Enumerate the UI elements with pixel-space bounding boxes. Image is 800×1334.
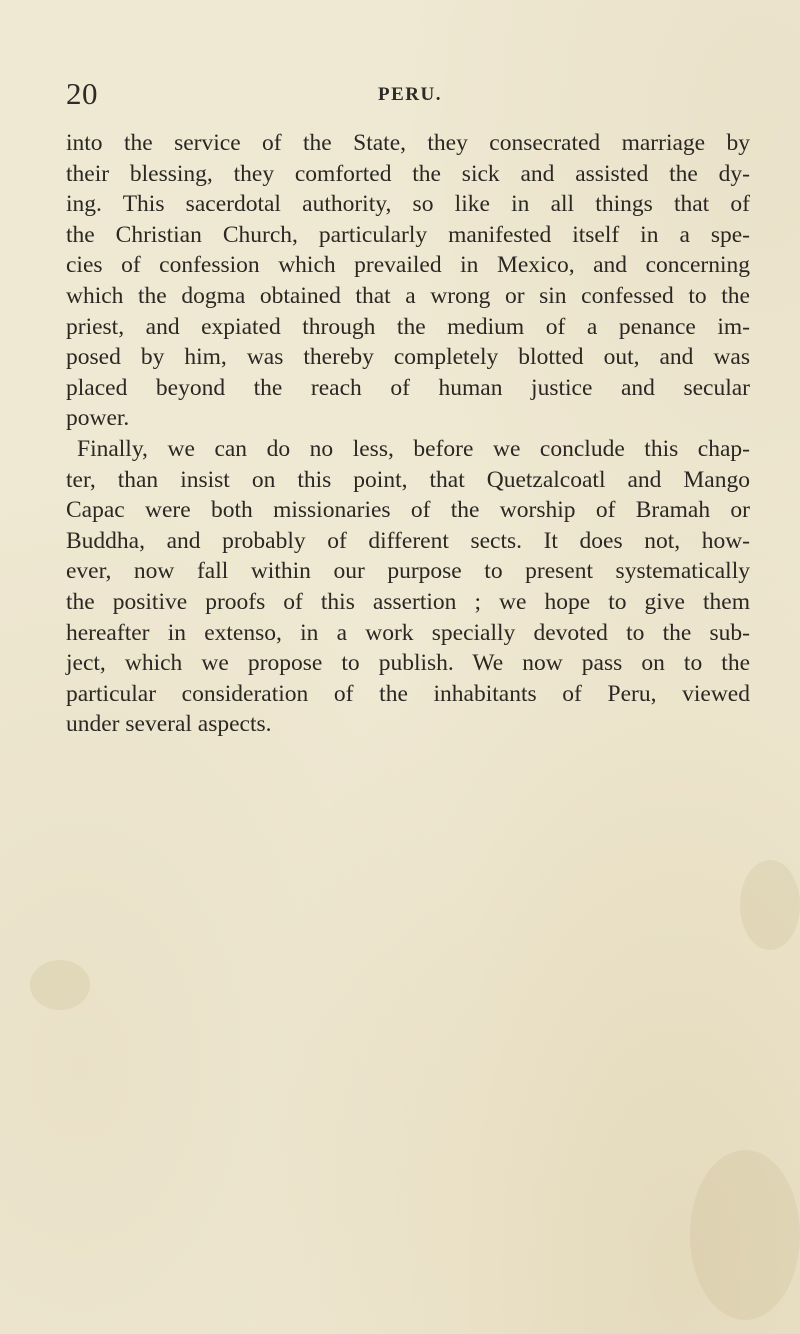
page-header xyxy=(66,76,750,116)
text-line: ter, than insist on this point, that Quetzalcoatl and Mango xyxy=(66,466,750,493)
text-line: Capac were both missionaries of the worship of Bramah or xyxy=(66,497,750,524)
text-line: Buddha, and probably of different sects. It does not, how- xyxy=(66,527,750,554)
text-line: into the service of the State, they consecrated marriage by xyxy=(66,130,750,156)
text-line: ject, which we propose to publish. We now pass on to the xyxy=(66,650,750,677)
text-line: priest, and expiated through the medium of a penance im- xyxy=(66,313,750,340)
text-line: ing. This sacerdotal authority, so like in all things that of xyxy=(66,191,750,218)
text-line: posed by him, was thereby completely blotted out, and was xyxy=(66,344,750,371)
text-line: hereafter in extenso, in a work specially devoted to the sub- xyxy=(66,619,750,646)
text-line: the positive proofs of this assertion ; we hope to give them xyxy=(66,588,750,615)
page-number: 20 xyxy=(66,76,98,111)
text-line: power. xyxy=(66,405,130,432)
text-line: placed beyond the reach of human justice and secular xyxy=(66,374,750,401)
text-line: particular consideration of the inhabitants of Peru, viewed xyxy=(66,680,750,707)
text-line: ever, now fall within our purpose to present systematically xyxy=(66,558,750,585)
text-line: which the dogma obtained that a wrong or sin confessed to the xyxy=(66,282,750,309)
foxing-stain xyxy=(30,960,90,1010)
foxing-stain xyxy=(740,860,800,950)
text-line: cies of confession which prevailed in Mexico, and concerning xyxy=(66,252,750,279)
running-head: PERU. xyxy=(378,84,442,105)
foxing-stain xyxy=(690,1150,800,1320)
text-line: under several aspects. xyxy=(66,711,272,738)
text-line: their blessing, they comforted the sick and assisted the dy- xyxy=(66,160,750,187)
body-text xyxy=(66,128,750,740)
text-line: the Christian Church, particularly manifested itself in a spe- xyxy=(66,221,750,248)
text-line: Finally, we can do no less, before we conclude this chap- xyxy=(77,435,750,462)
